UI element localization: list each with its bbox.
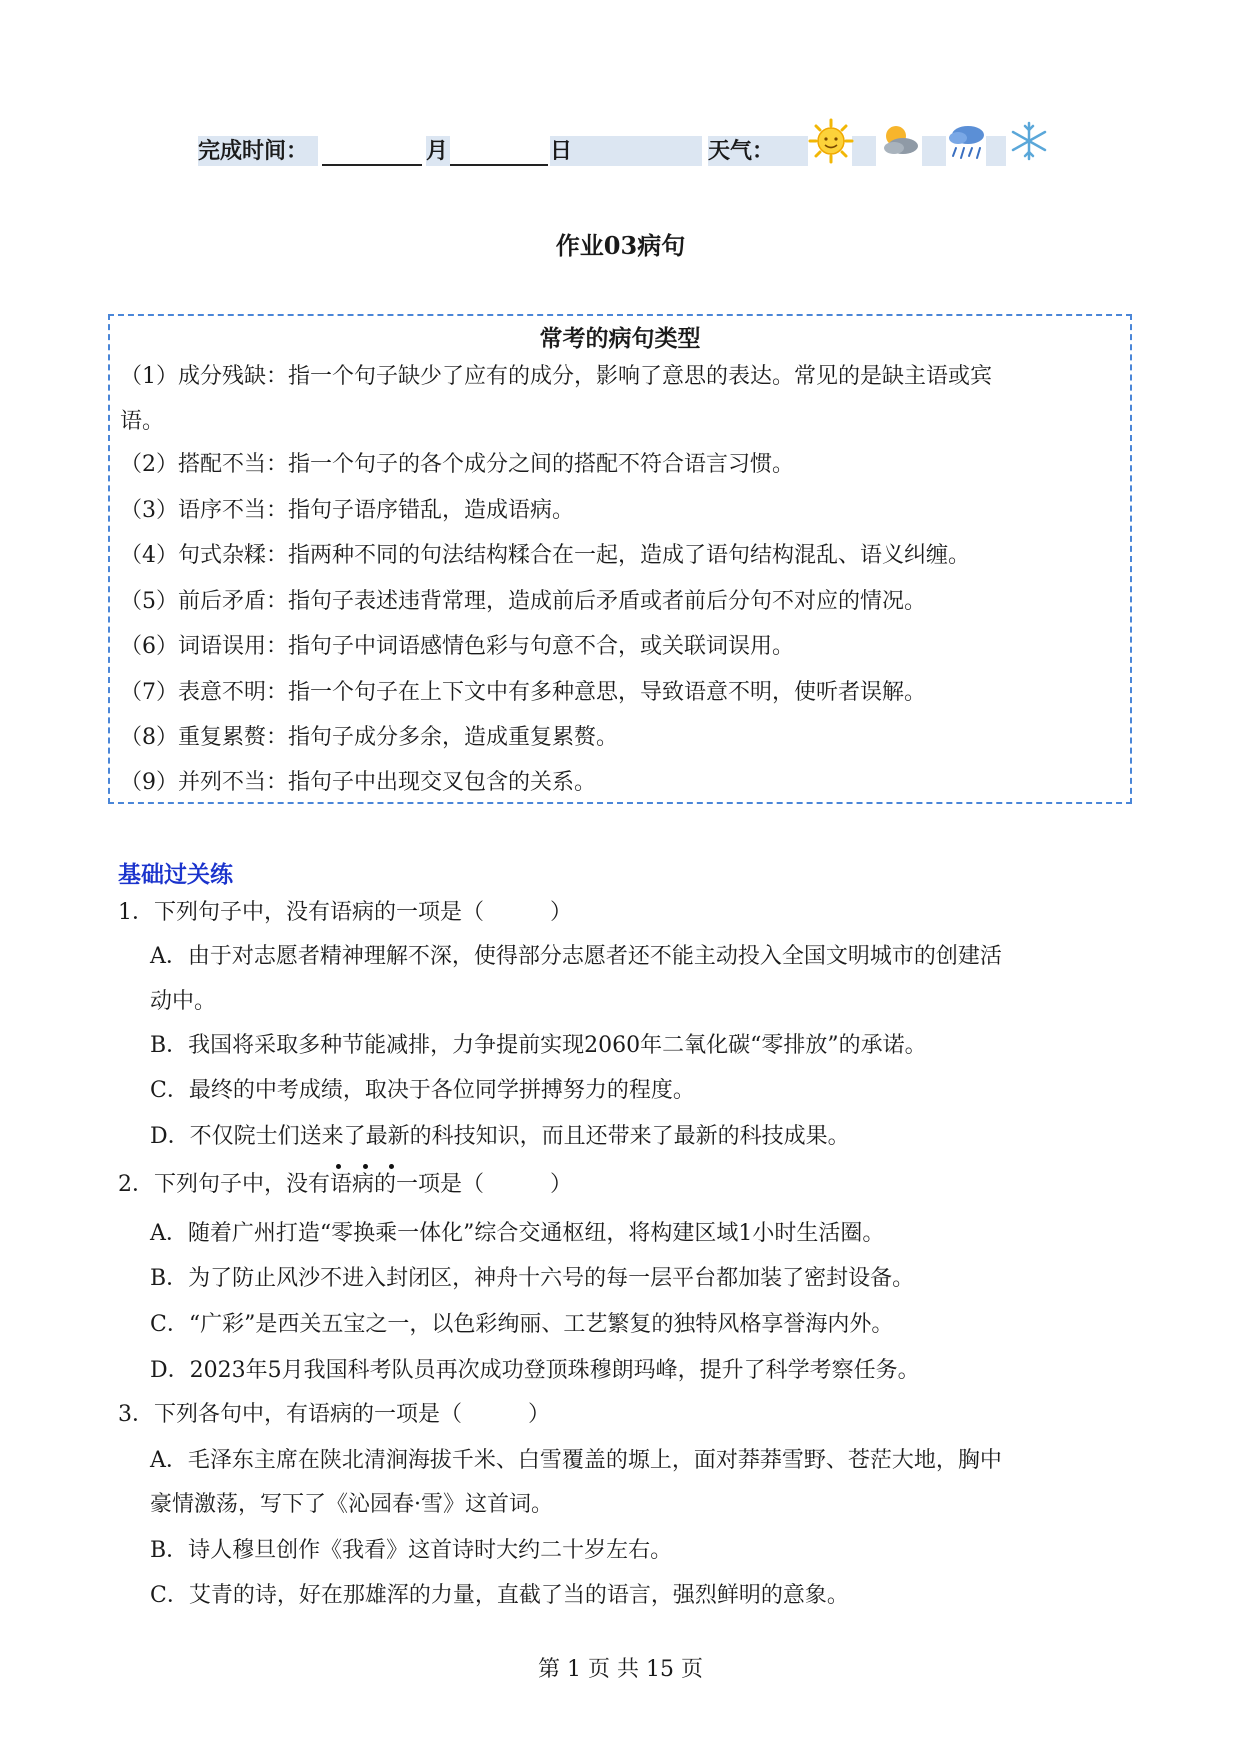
types-box-title: 常考的病句类型	[539, 325, 701, 352]
option-d[interactable]: D．不仅院士们送来了最新的科技知识，而且还带来了最新的科技成果。	[150, 1124, 850, 1149]
emphasis-dot	[363, 1164, 368, 1169]
partly-cloudy-icon[interactable]	[876, 118, 922, 164]
snowflake-icon[interactable]	[1006, 118, 1052, 164]
page-number-footer: 第 1 页 共 15 页	[538, 1657, 703, 1682]
option-a[interactable]: A．随着广州打造“零换乘一体化”综合交通枢纽，将构建区域1小时生活圈。	[150, 1221, 885, 1246]
option-b[interactable]: B．我国将采取多种节能减排，力争提前实现2060年二氧化碳“零排放”的承诺。	[150, 1033, 927, 1058]
emphasis-dot	[336, 1164, 341, 1169]
types-line: （2）搭配不当：指一个句子的各个成分之间的搭配不符合语言习惯。	[120, 452, 794, 477]
weather-strip-2	[922, 136, 946, 166]
sun-icon[interactable]	[808, 118, 854, 164]
section-title: 基础过关练	[118, 861, 233, 888]
day-label: 日	[550, 136, 702, 166]
option-d[interactable]: D．2023年5月我国科考队员再次成功登顶珠穆朗玛峰，提升了科学考察任务。	[150, 1358, 920, 1383]
completion-time-label: 完成时间：	[198, 136, 318, 166]
rain-icon[interactable]	[944, 118, 990, 164]
types-line: （6）词语误用：指句子中词语感情色彩与句意不合，或关联词误用。	[120, 634, 794, 659]
question-stem: 1．下列句子中，没有语病的一项是（ ）	[118, 900, 572, 925]
types-line: （8）重复累赘：指句子成分多余，造成重复累赘。	[120, 725, 618, 750]
types-line: （7）表意不明：指一个句子在上下文中有多种意思，导致语意不明，使听者误解。	[120, 680, 926, 705]
month-blank[interactable]	[322, 136, 426, 166]
types-line: （5）前后矛盾：指句子表述违背常理，造成前后矛盾或者前后分句不对应的情况。	[120, 589, 926, 614]
option-b[interactable]: B．诗人穆旦创作《我看》这首诗时大约二十岁左右。	[150, 1538, 673, 1563]
emphasis-dot	[389, 1164, 394, 1169]
day-blank[interactable]	[450, 136, 550, 166]
question-stem: 3．下列各句中，有语病的一项是（ ）	[118, 1402, 550, 1427]
option-a-continued: 动中。	[150, 989, 217, 1014]
types-line: （9）并列不当：指句子中出现交叉包含的关系。	[120, 770, 596, 795]
weather-strip-1	[852, 136, 876, 166]
types-line: 语。	[120, 409, 165, 434]
option-b[interactable]: B．为了防止风沙不进入封闭区，神舟十六号的每一层平台都加装了密封设备。	[150, 1266, 915, 1291]
types-line: （1）成分残缺：指一个句子缺少了应有的成分，影响了意思的表达。常见的是缺主语或宾	[120, 364, 993, 389]
option-c[interactable]: C．艾青的诗，好在那雄浑的力量，直截了当的语言，强烈鲜明的意象。	[150, 1583, 849, 1608]
question-stem: 2．下列句子中，没有语病的一项是（ ）	[118, 1172, 572, 1197]
page-title: 作业03病句	[555, 231, 686, 260]
month-label: 月	[426, 138, 449, 164]
option-a[interactable]: A．毛泽东主席在陕北清涧海拔千米、白雪覆盖的塬上，面对莽莽雪野、苍茫大地，胸中	[150, 1448, 1002, 1473]
option-c[interactable]: C．最终的中考成绩，取决于各位同学拼搏努力的程度。	[150, 1078, 695, 1103]
types-line: （4）句式杂糅：指两种不同的句法结构糅合在一起，造成了语句结构混乱、语义纠缠。	[120, 543, 970, 568]
types-line: （3）语序不当：指句子语序错乱，造成语病。	[120, 498, 574, 523]
option-c[interactable]: C．“广彩”是西关五宝之一，以色彩绚丽、工艺繁复的独特风格享誉海内外。	[150, 1312, 894, 1337]
weather-label: 天气：	[708, 136, 808, 166]
option-a-continued: 豪情激荡，写下了《沁园春·雪》这首词。	[150, 1492, 553, 1517]
option-a[interactable]: A．由于对志愿者精神理解不深，使得部分志愿者还不能主动投入全国文明城市的创建活	[150, 944, 1002, 969]
